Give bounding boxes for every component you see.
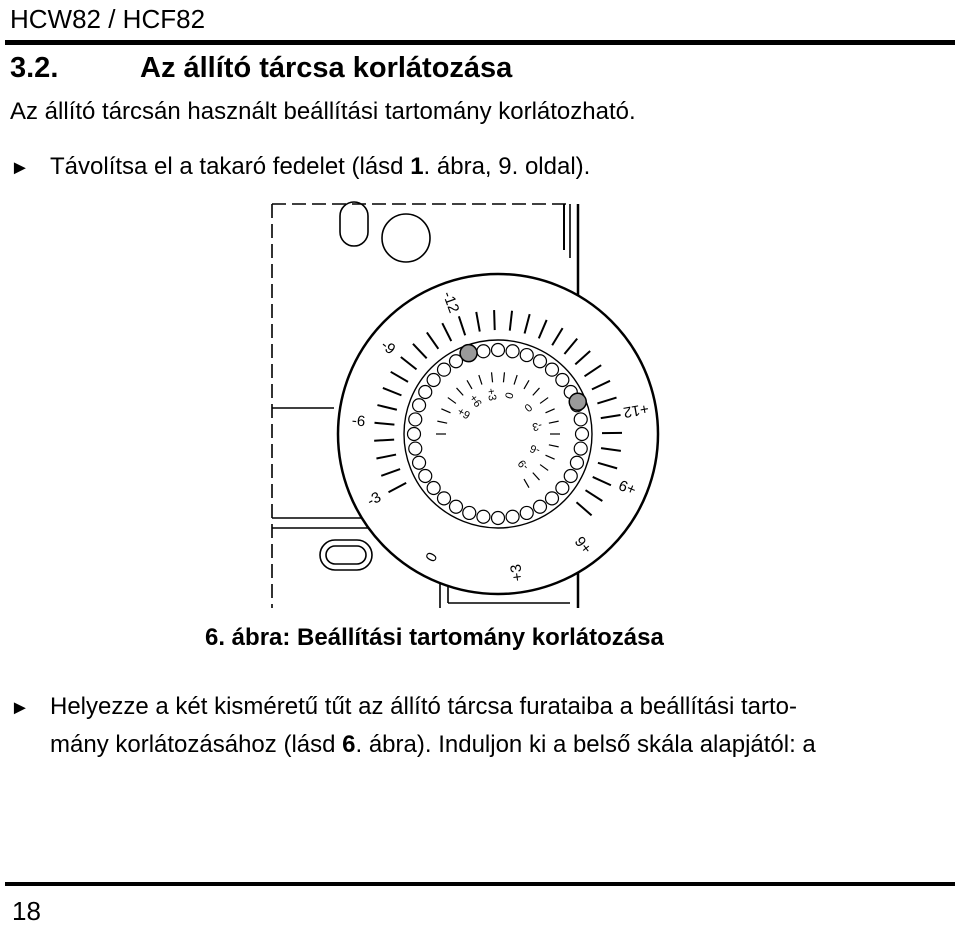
dial-hole (427, 481, 440, 494)
dial-hole (492, 344, 505, 357)
dial-hole (520, 349, 533, 362)
dial-hole (556, 374, 569, 387)
bullet1-text-post: . ábra, 9. oldal). (423, 153, 591, 180)
dial-hole (427, 374, 440, 387)
inner-scale-label: -9 (515, 457, 532, 473)
outer-scale-label: -3 (364, 488, 385, 510)
bullet2-continuation (50, 726, 816, 764)
dial-hole (574, 413, 587, 426)
header-divider (5, 40, 955, 45)
dial-hole (506, 345, 519, 358)
outer-scale-label: -9 (377, 336, 399, 359)
dial-hole (570, 456, 583, 469)
inner-scale-label: +6 (466, 392, 484, 410)
intro-paragraph: Az állító tárcsán használt beállítási tartomány korlátozható. (10, 98, 636, 125)
dial-illustration (260, 198, 700, 618)
dial-hole (409, 442, 422, 455)
outer-scale-label: +3 (507, 563, 527, 583)
instruction-bullet-2 (10, 688, 797, 727)
outer-tick (494, 310, 495, 330)
dial-hole (450, 500, 463, 513)
outer-tick (374, 440, 394, 441)
limit-pin (460, 345, 477, 362)
dial-hole (492, 512, 505, 525)
section-heading (10, 52, 512, 85)
figure-caption: 6. ábra: Beállítási tartomány korlátozása (205, 624, 664, 651)
dial-hole (477, 345, 490, 358)
dial-hole (564, 470, 577, 483)
dial-hole (413, 456, 426, 469)
dial-hole (408, 428, 421, 441)
dial-hole (534, 355, 547, 368)
inner-scale-label: +3 (484, 387, 499, 402)
bullet1-text-pre: Távolítsa el a takaró fedelet (lásd (50, 153, 411, 180)
dial-hole (534, 500, 547, 513)
dial-hole (419, 470, 432, 483)
bullet2-bold-ref: 6 (342, 731, 356, 758)
outer-scale-label: -6 (351, 412, 366, 431)
dial-hole (520, 506, 533, 519)
bullet-arrow-icon: ► (10, 697, 30, 719)
dial-hole (419, 386, 432, 399)
outer-scale-label: 0 (422, 549, 442, 566)
dial-hole (556, 481, 569, 494)
dial-hole (574, 442, 587, 455)
outer-scale-label: +6 (571, 532, 596, 557)
bullet-arrow-icon: ► (10, 157, 30, 179)
dial-hole (409, 413, 422, 426)
dial-hole (545, 492, 558, 505)
inner-scale-label: 0 (501, 390, 516, 400)
dial-hole (477, 510, 490, 523)
dial-hole (463, 506, 476, 519)
instruction-bullet-1 (10, 153, 590, 181)
bullet2-line2-pre: mány korlátozásához (lásd (50, 731, 343, 758)
dial-hole (438, 492, 451, 505)
dial-hole (438, 363, 451, 376)
page-number: 18 (12, 896, 41, 926)
housing-lines (272, 202, 658, 608)
inner-scale-label: 0 (521, 400, 535, 414)
inner-scale-label: +9 (454, 405, 472, 423)
bullet2-line2-post: . ábra). Induljon ki a belső skála alapjától: a (355, 731, 816, 758)
inner-scale-label: -6 (528, 441, 542, 457)
bullet2-line1: Helyezze a két kisméretű tűt az állító tárcsa furataiba a beállítási tarto- (50, 693, 798, 720)
limit-pin (569, 393, 586, 410)
footer-divider (5, 882, 955, 886)
dial-hole (413, 399, 426, 412)
bullet1-bold-ref: 1 (410, 153, 424, 180)
document-header-title: HCW82 / HCF82 (10, 4, 206, 34)
outer-scale-label: +9 (616, 475, 639, 499)
dial-hole (576, 428, 589, 441)
dial-hole (506, 510, 519, 523)
section-title: Az állító tárcsa korlátozása (140, 52, 513, 84)
inner-scale-label: -3 (531, 418, 544, 433)
section-number: 3.2. (10, 52, 59, 84)
dial-figure (260, 198, 700, 618)
dial-hole (545, 363, 558, 376)
outer-scale-label: -12 (438, 289, 463, 316)
outer-scale-label: +12 (621, 399, 650, 421)
